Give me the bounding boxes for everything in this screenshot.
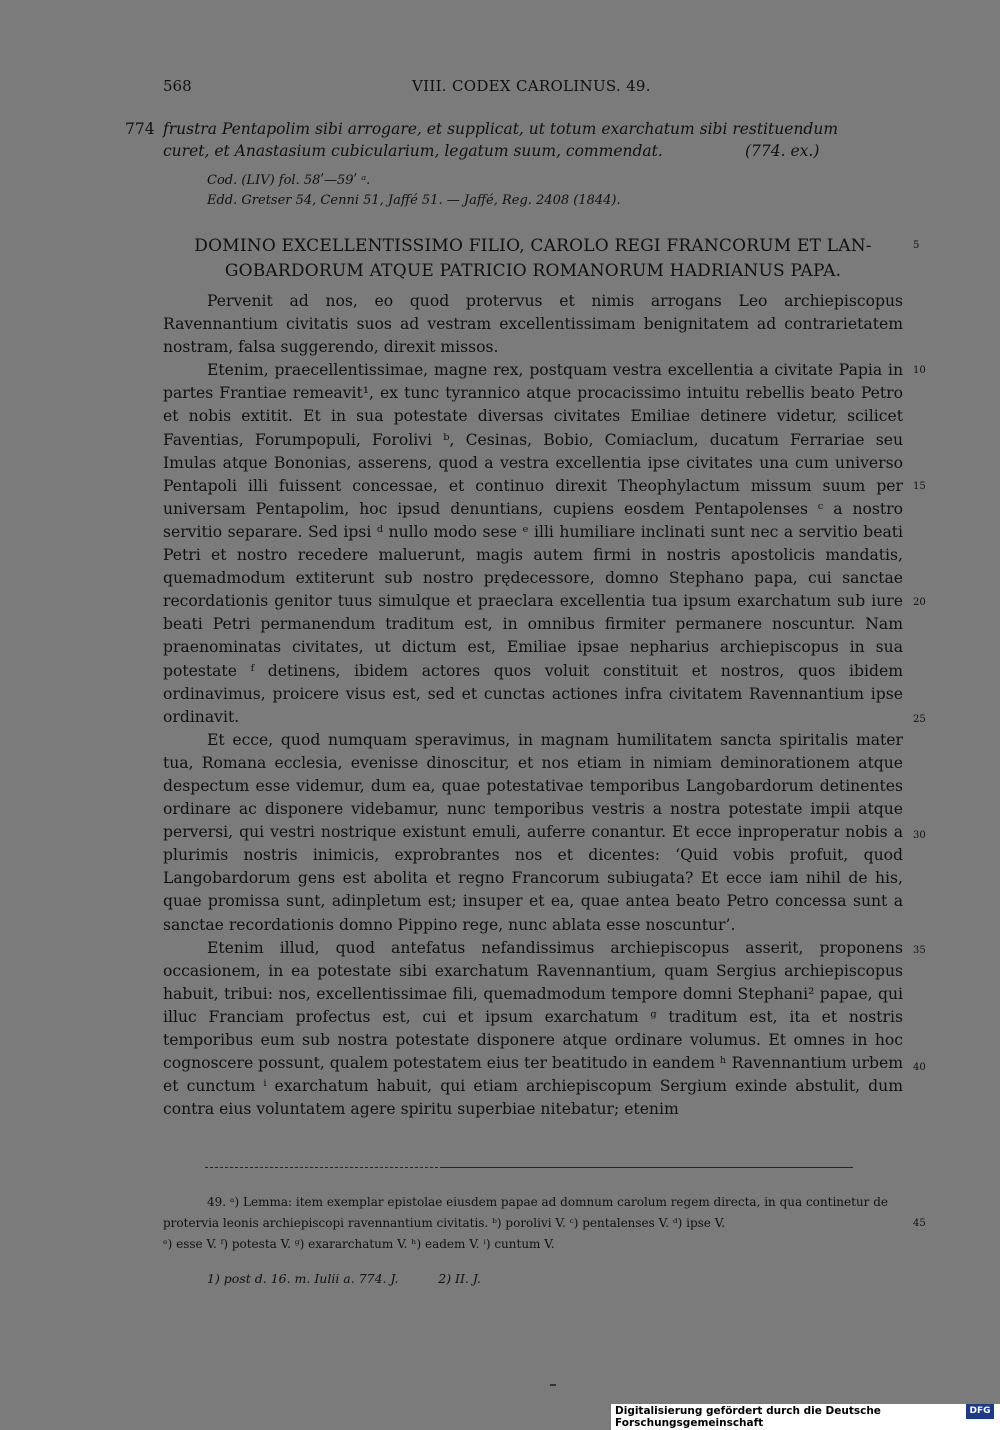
letter-body xyxy=(163,290,903,1121)
address-line-1: DOMINO EXCELLENTISSIMO FILIO, CAROLO REGI FRANCORUM ET LAN- xyxy=(194,236,872,256)
apparatus-line-2: ᵉ) esse V. ᶠ) potesta V. ᵍ) exararchatum V. ʰ) eadem V. ⁱ) cuntum V. xyxy=(163,1237,555,1251)
body-paragraph-4: Etenim illud, quod antefatus nefandissimus archiepiscopus asserit, proponens occasionem, in ea potestate sibi exarchatum Ravennantium, quam Sergius archiepiscopus habuit, tribui: nos, excellentissimae fili, quemadmodum tempore domni Stephani² papae, qui illuc Franciam profectus est, cui et ipsum exarchatum ᵍ traditum est, ita et nostris temporibus eum sub nostra potestate disponere atque ordinare volumus. Et omnes in hoc cognoscere possunt, qualem potestatem eius ter beatitudo in eandem ʰ Ravennantium urbem et cunctum ⁱ exarchatum habuit, qui etiam archiepiscopum Sergium exinde abstulit, dum contra eius voluntatem agere spiritu superbiae nitebatur; etenim xyxy=(163,938,903,1119)
body-paragraph-2: Etenim, praecellentissimae, magne rex, postquam vestra excellentia a civitate Papia in partes Frantiae remeavit¹, ex tunc tyrannico atque procacissimo intuitu rebellis beato Petro et nobis extitit. Et in sua potestate diversas civitates Emiliae detinere videtur, scilicet Faventias, Forumpopuli, Forolivi ᵇ, Cesinas, Bobio, Comiaclum, ducatum Ferrariae seu Imulas atque Bononias, asserens, quod a vestra excellentia ipse civitates una cum universo Pentapoli illi fuissent concessae, et continuo direxit Theophylactum missum suum per universam Pentapolim, hoc ipsud denuntians, cupiens eosdem Pentapolenses ᶜ a nostro servitio separare. Sed ipsi ᵈ nullo modo sese ᵉ illi humiliare inclinati sunt nec a servitio beati Petri et nostro recedere maluerunt, magis autem firmi in nostris apostolicis mandatis, quemadmodum extiterunt sub nostro prędecessore, domno Stephano papa, cui sanctae recordationis genitor tuus simulque et praeclara excellentia tua ipsum exarchatum sub iure beati Petri permanendum traditum est, in omnibus firmiter permanere noscuntur. Nam praenominatas civitates, ut dictum est, Emiliae ipsae nepharius archiepiscopus in sua potestate ᶠ detinens, ibidem actores quos voluit constituit et nostros, quos ibidem ordinavimus, proicere visus est, sed et cunctas actiones infra civitatem Ravennantium ipse ordinavit. xyxy=(163,361,903,726)
line-number: 30 xyxy=(913,830,926,841)
body-paragraph-1: Pervenit ad nos, eo quod protervus et nimis arrogans Leo archiepiscopus Ravennantium civitatis suos ad vestram excellentissimam benignitatem ad contrarietatem nostram, falsa suggerendo, direxit missos. xyxy=(163,292,903,357)
sources-block xyxy=(207,171,621,211)
line-number: 5 xyxy=(913,240,920,251)
summary-line-2: curet, et Anastasium cubicularium, legatum suum, commendat. xyxy=(163,142,663,160)
line-number: 20 xyxy=(913,597,926,608)
sources-codex: Cod. (LIV) fol. 58ʹ—59ʹ ᵃ. xyxy=(207,173,371,188)
scan-speck xyxy=(550,1384,556,1386)
running-title: VIII. CODEX CAROLINUS. 49. xyxy=(412,77,651,95)
digitization-credit: Digitalisierung gefördert durch die Deutsche Forschungsgemeinschaft xyxy=(611,1404,1000,1430)
summary-line-1: frustra Pentapolim sibi arrogare, et supplicat, ut totum exarchatum sibi restituendum xyxy=(163,120,839,138)
summary-date: (774. ex.) xyxy=(745,142,820,160)
footnote-divider-solid xyxy=(440,1167,853,1168)
address-line-2: GOBARDORUM ATQUE PATRICIO ROMANORUM HADRIANUS PAPA. xyxy=(224,261,842,281)
line-number: 25 xyxy=(913,714,926,725)
critical-apparatus xyxy=(163,1192,903,1255)
line-number: 40 xyxy=(913,1062,926,1073)
line-number: 10 xyxy=(913,365,926,376)
sources-editions: Edd. Gretser 54, Cenni 51, Jaffé 51. — Jaffé, Reg. 2408 (1844). xyxy=(207,193,621,208)
body-paragraph-3: Et ecce, quod numquam speravimus, in magnam humilitatem sancta spiritalis mater tua, Romana ecclesia, evenisse dinoscitur, et nos etiam in nimiam deminorationem atque despectum esse videmur, dum ea, quae potestativae temporibus Langobardorum detinentes ordinare ac disponere videbamur, nunc temporibus vestris a nostra potestate impii atque perversi, qui vestri nostrique existunt emuli, auferre conantur. Et ecce inproperatur nobis a plurimis nostris inimicis, exprobrantes nos et dicentes: ‘Quid vobis profuit, quod Langobardorum gens est abolita et regno Francorum subiugata? Et ecce iam nihil de his, quae promissa sunt, adinpletum est; insuper et ea, quae antea beato Petro concessa sunt a sanctae recordationis domno Pippino rege, nunc ablata esse noscuntur’. xyxy=(163,730,903,934)
line-number: 35 xyxy=(913,945,926,956)
dfg-logo: DFG xyxy=(966,1404,994,1419)
page-number: 568 xyxy=(163,77,192,95)
historical-footnotes: 1) post d. 16. m. Iulii a. 774. J. 2) II. J. xyxy=(207,1271,481,1286)
letter-address xyxy=(163,234,903,284)
line-number: 45 xyxy=(913,1218,926,1229)
line-number: 15 xyxy=(913,481,926,492)
apparatus-line-1: 49. ᵃ) Lemma: item exemplar epistolae eiusdem papae ad domnum carolum regem directa, in qua continetur de protervia leonis archiepiscopi ravennantium civitatis. ᵇ) porolivi V. ᶜ) pentalenses V. ᵈ) ipse V. xyxy=(163,1195,889,1230)
summary-year: 774 xyxy=(125,120,155,138)
